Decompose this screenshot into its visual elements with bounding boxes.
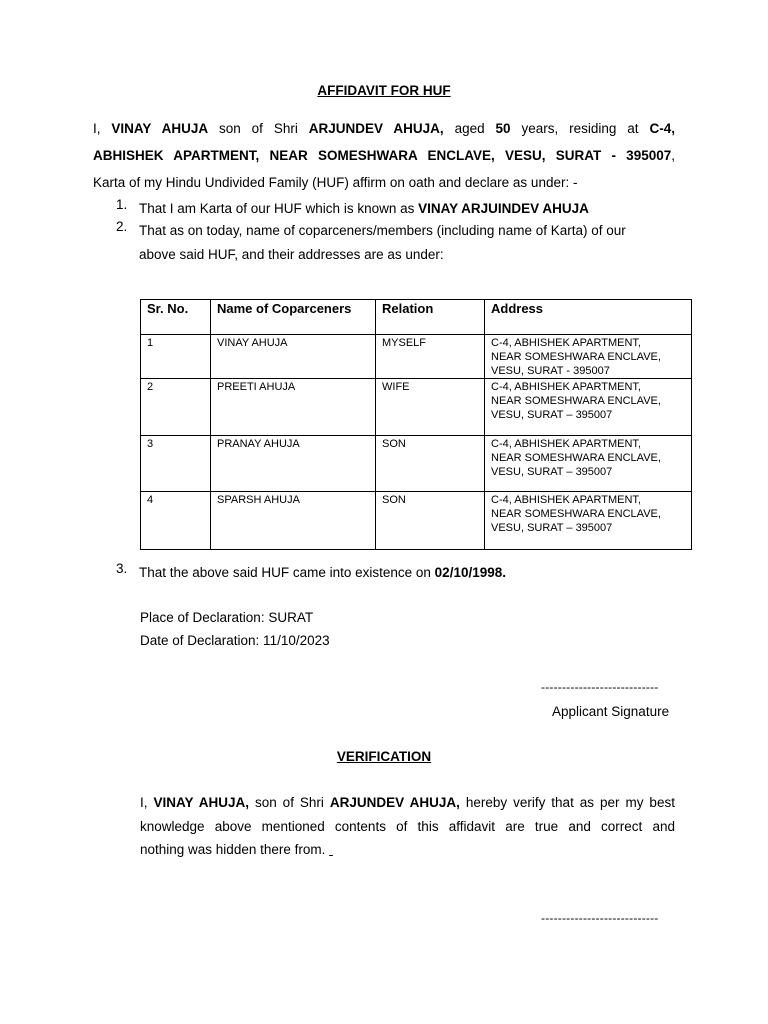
address-line: C-4, ABHISHEK APARTMENT,: [491, 337, 641, 349]
item-body: That the above said HUF came into existence on: [139, 565, 431, 580]
cell-address: [485, 379, 692, 436]
verification-text: I,: [140, 795, 148, 810]
item-number: 2.: [116, 219, 128, 234]
item-text: [139, 219, 679, 267]
place-of-declaration: Place of Declaration: SURAT: [140, 610, 314, 625]
intro-paragraph: [93, 115, 675, 196]
cell-name: VINAY AHUJA: [211, 335, 376, 379]
deponent-address: ABHISHEK APARTMENT, NEAR SOMESHWARA ENCLAVE, VESU, SURAT - 395007: [93, 148, 672, 163]
huf-name: VINAY ARJUINDEV AHUJA: [418, 201, 589, 216]
intro-text: son of Shri: [219, 121, 298, 136]
verification-line-3: [140, 838, 675, 862]
cell-sr: 3: [141, 436, 211, 492]
table-row: [141, 379, 692, 436]
column-header: Sr. No.: [141, 300, 211, 335]
deponent-name: VINAY AHUJA: [111, 121, 209, 136]
intro-text: aged: [454, 121, 485, 136]
father-name: ARJUNDEV AHUJA,: [329, 795, 460, 810]
underline-mark: [329, 842, 333, 857]
table-row: [141, 335, 692, 379]
intro-text: ,: [671, 148, 675, 163]
address-line: NEAR SOMESHWARA ENCLAVE,: [491, 395, 661, 407]
cell-relation: SON: [376, 492, 485, 550]
deponent-age: 50: [495, 121, 511, 136]
item-body: That I am Karta of our HUF which is known as: [139, 201, 415, 216]
table-row: [141, 492, 692, 550]
verification-text: son of Shri: [254, 795, 324, 810]
signature-label: Applicant Signature: [552, 704, 670, 719]
item-body: above said HUF, and their addresses are as under:: [139, 247, 444, 262]
cell-sr: 1: [141, 335, 211, 379]
column-header: Relation: [376, 300, 485, 335]
existence-date: 02/10/1998.: [434, 565, 506, 580]
coparceners-table: [140, 299, 692, 550]
verification-line-1: [140, 791, 675, 815]
item-body: That as on today, name of coparceners/members (including name of Karta) of our: [139, 223, 626, 238]
cell-address: [485, 492, 692, 550]
deponent-name: VINAY AHUJA,: [153, 795, 249, 810]
address-line: C-4, ABHISHEK APARTMENT,: [491, 381, 641, 393]
intro-line-3: Karta of my Hindu Undivided Family (HUF) affirm on oath and declare as under: -: [93, 175, 578, 190]
cell-name: SPARSH AHUJA: [211, 492, 376, 550]
column-header: Address: [485, 300, 692, 335]
address-line: NEAR SOMESHWARA ENCLAVE,: [491, 508, 661, 520]
intro-line-1: [93, 115, 675, 142]
cell-name: PRANAY AHUJA: [211, 436, 376, 492]
address-line: VESU, SURAT – 395007: [491, 466, 613, 478]
cell-relation: SON: [376, 436, 485, 492]
signature-line: ----------------------------: [541, 680, 659, 694]
verification-paragraph: [140, 791, 675, 862]
table-row: [141, 436, 692, 492]
cell-sr: 4: [141, 492, 211, 550]
item-text: [139, 197, 679, 221]
address-line: C-4, ABHISHEK APARTMENT,: [491, 438, 641, 450]
cell-name: PREETI AHUJA: [211, 379, 376, 436]
address-line: VESU, SURAT - 395007: [491, 365, 610, 377]
cell-address: [485, 335, 692, 379]
intro-text: I,: [93, 121, 101, 136]
date-of-declaration: Date of Declaration: 11/10/2023: [140, 633, 330, 648]
verification-line-2: knowledge above mentioned contents of this affidavit are true and correct and: [140, 818, 675, 834]
address-line: C-4, ABHISHEK APARTMENT,: [491, 494, 641, 506]
cell-sr: 2: [141, 379, 211, 436]
cell-address: [485, 436, 692, 492]
address-line: NEAR SOMESHWARA ENCLAVE,: [491, 452, 661, 464]
cell-relation: MYSELF: [376, 335, 485, 379]
verification-title: VERIFICATION: [336, 749, 432, 764]
verification-text: hereby verify that as per my best: [465, 795, 675, 810]
address-line: VESU, SURAT – 395007: [491, 409, 613, 421]
item-text: [139, 561, 679, 585]
deponent-address: C-4,: [649, 121, 675, 136]
verification-text: nothing was hidden there from.: [140, 842, 326, 857]
address-line: VESU, SURAT – 395007: [491, 522, 613, 534]
cell-relation: WIFE: [376, 379, 485, 436]
father-name: ARJUNDEV AHUJA,: [308, 121, 444, 136]
document-title: AFFIDAVIT FOR HUF: [317, 83, 451, 98]
intro-text: years, residing at: [521, 121, 639, 136]
table-header-row: [141, 300, 692, 335]
column-header: Name of Coparceners: [211, 300, 376, 335]
item-number: 1.: [116, 197, 128, 212]
item-number: 3.: [116, 561, 128, 576]
signature-line-2: ----------------------------: [541, 911, 659, 925]
address-line: NEAR SOMESHWARA ENCLAVE,: [491, 351, 661, 363]
intro-line-2: [93, 142, 675, 169]
